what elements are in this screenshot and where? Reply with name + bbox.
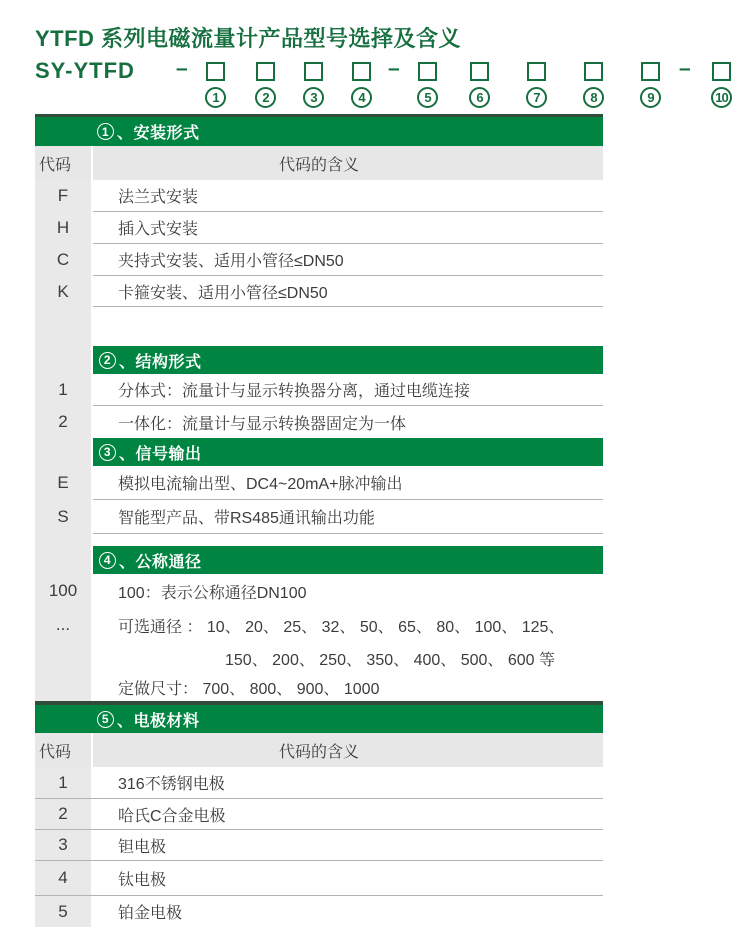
section-header-signal-output [35, 438, 603, 466]
section-title: 、安装形式 [117, 125, 200, 142]
meaning-cell: 316不锈钢电极 [93, 767, 603, 798]
model-code-box [206, 62, 225, 81]
model-code-box [256, 62, 275, 81]
code-cell: 1 [35, 767, 93, 798]
section-title: 、电极材料 [117, 712, 200, 730]
code-cell [35, 546, 93, 574]
code-cell: 3 [35, 830, 93, 860]
code-cell: 4 [35, 861, 93, 895]
section-header-nominal-diameter [35, 546, 603, 574]
section-title: 、信号输出 [119, 445, 202, 463]
code-cell [35, 307, 93, 346]
table-row [35, 212, 603, 244]
model-code-box [712, 62, 731, 81]
code-column-header: 代码 [35, 733, 93, 767]
table-row [35, 642, 603, 674]
section-number-circle: 2 [99, 352, 116, 369]
meaning-cell: 150、 200、 250、 350、 400、 500、 600 等 [93, 642, 603, 674]
table-row [35, 406, 603, 438]
model-code-box [584, 62, 603, 81]
model-code-line [0, 56, 750, 88]
table-row [35, 830, 603, 861]
meaning-cell: 可选通径 ： 10、 20、 25、 32、 50、 65、 80、 100、 125、 [93, 608, 603, 642]
code-cell [35, 674, 93, 701]
meaning-cell: 100：表示公称通径DN100 [93, 574, 603, 608]
meaning-cell: 分体式：流量计与显示转换器分离，通过电缆连接 [93, 374, 603, 406]
model-prefix: SY-YTFD [35, 58, 135, 83]
meaning-cell: 一体化：流量计与显示转换器固定为一体 [93, 406, 603, 438]
section-number-circle: 5 [97, 711, 114, 728]
dash: – [388, 57, 400, 80]
section-header-bar [93, 438, 603, 466]
table-row [35, 674, 603, 701]
code-cell: S [35, 500, 93, 534]
table-row [35, 896, 603, 927]
section-header-structure [35, 346, 603, 374]
position-number-circle: 9 [640, 87, 661, 108]
table-row [35, 861, 603, 896]
column-header-row [35, 146, 603, 180]
meaning-cell: 钛电极 [93, 861, 603, 895]
dash: – [176, 57, 188, 80]
table-row [35, 767, 603, 799]
meaning-cell: 定做尺寸： 700、 800、 900、 1000 [93, 674, 603, 701]
position-number-circle: 4 [351, 87, 372, 108]
table-row [35, 608, 603, 642]
spec-table [35, 114, 603, 927]
section-title: 、公称通径 [119, 553, 202, 571]
position-number-circle: 7 [526, 87, 547, 108]
code-cell: ... [35, 608, 93, 642]
section-number-circle: 1 [97, 123, 114, 140]
meaning-cell: 卡箍安装、适用小管径≤DN50 [93, 276, 603, 307]
meaning-cell: 铂金电极 [93, 896, 603, 927]
dash: – [679, 57, 691, 80]
model-code-box [352, 62, 371, 81]
table-row [35, 276, 603, 307]
page-title: YTFD 系列电磁流量计产品型号选择及含义 [35, 26, 462, 51]
meaning-cell: 钽电极 [93, 830, 603, 860]
code-cell: 2 [35, 799, 93, 829]
code-cell [35, 346, 93, 374]
model-code-box [527, 62, 546, 81]
code-cell: 2 [35, 406, 93, 438]
meaning-cell: 夹持式安装、适用小管径≤DN50 [93, 244, 603, 276]
position-number-circle: 10 [711, 87, 732, 108]
position-number-circle: 6 [469, 87, 490, 108]
section-title: 、结构形式 [119, 353, 202, 371]
spacer-row [35, 307, 603, 346]
section-number-circle: 3 [99, 444, 116, 461]
table-row [35, 799, 603, 830]
code-cell [35, 438, 93, 466]
section-header-bar [93, 346, 603, 374]
code-cell: H [35, 212, 93, 244]
model-code-box [641, 62, 660, 81]
code-cell: K [35, 276, 93, 307]
section-number-circle: 4 [99, 552, 116, 569]
code-cell: E [35, 466, 93, 500]
code-column-header: 代码 [35, 146, 93, 180]
code-cell: 100 [35, 574, 93, 608]
position-number-circle: 8 [583, 87, 604, 108]
position-number-row [0, 87, 750, 109]
code-cell: F [35, 180, 93, 212]
position-number-circle: 5 [417, 87, 438, 108]
section-header-bar [93, 546, 603, 574]
meaning-column-header: 代码的含义 [278, 156, 359, 174]
model-code-box [418, 62, 437, 81]
code-cell [35, 534, 93, 546]
position-number-circle: 3 [303, 87, 324, 108]
spacer-row [35, 534, 603, 546]
table-row [35, 244, 603, 276]
code-cell: 5 [35, 896, 93, 927]
column-header-row [35, 733, 603, 767]
code-cell: 1 [35, 374, 93, 406]
table-row [35, 374, 603, 406]
section-header-electrode-material [35, 705, 603, 733]
meaning-cell: 哈氏C合金电极 [93, 799, 603, 829]
model-code-box [470, 62, 489, 81]
position-number-circle: 1 [205, 87, 226, 108]
meaning-cell: 插入式安装 [93, 212, 603, 244]
table-row [35, 466, 603, 500]
meaning-cell [93, 534, 603, 546]
meaning-cell: 模拟电流输出型、DC4~20mA+脉冲输出 [93, 466, 603, 500]
position-number-circle: 2 [255, 87, 276, 108]
code-cell [35, 642, 93, 674]
table-row [35, 180, 603, 212]
table-row [35, 574, 603, 608]
meaning-column-header: 代码的含义 [278, 743, 359, 761]
section-header-installation [35, 117, 603, 146]
model-code-box [304, 62, 323, 81]
meaning-cell: 智能型产品、带RS485通讯输出功能 [93, 500, 603, 534]
code-cell: C [35, 244, 93, 276]
table-row [35, 500, 603, 534]
meaning-cell: 法兰式安装 [93, 180, 603, 212]
meaning-cell [93, 307, 603, 346]
